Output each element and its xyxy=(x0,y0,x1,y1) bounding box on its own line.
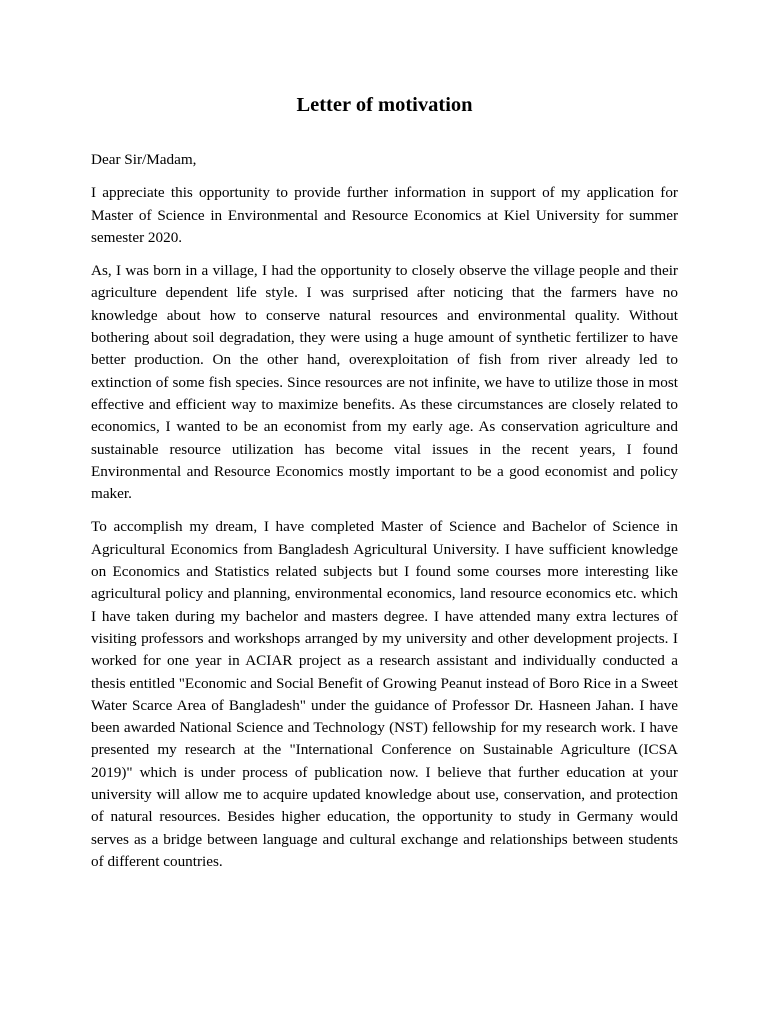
letter-title: Letter of motivation xyxy=(296,94,473,116)
letter-salutation: Dear Sir/Madam, xyxy=(91,151,197,168)
paragraph-education: To accomplish my dream, I have completed Master of Science and Bachelor of Science in Agricultural Economics from Bangladesh Agricultural University. I have sufficient knowledge on Economics and Statistics related subjects but I found some courses more interesting like agricultural policy and planning, environmental economics, land resource economics etc. which I have taken during my bachelor and masters degree. I have attended many extra lectures of visiting professors and workshops arranged by my university and other development projects. I worked for one year in ACIAR project as a research assistant and individually conducted a thesis entitled "Economic and Social Benefit of Growing Peanut instead of Boro Rice in a Sweet Water Scarce Area of Bangladesh" under the guidance of Professor Dr. Hasneen Jahan. I have been awarded National Science and Technology (NST) fellowship for my research work. I have presented my research at the "International Conference on Sustainable Agriculture (ICSA 2019)" which is under process of publication now. I believe that further education at your university will allow me to acquire updated knowledge about use, conservation, and protection of natural resources. Besides higher education, the opportunity to study in Germany would serves as a bridge between language and cultural exchange and relationships between students of different countries. xyxy=(91,518,678,870)
paragraph-background: As, I was born in a village, I had the opportunity to closely observe the village people and their agriculture dependent life style. I was surprised after noticing that the farmers have no knowledge about how to conserve natural resources and environmental quality. Without bothering about soil degradation, they were using a huge amount of synthetic fertilizer to have better production. On the other hand, overexploitation of fish from river already led to extinction of some fish species. Since resources are not infinite, we have to utilize those in most effective and efficient way to maximize benefits. As these circumstances are closely related to economics, I wanted to be an economist from my early age. As conservation agriculture and sustainable resource utilization has become vital issues in the recent years, I found Environmental and Resource Economics mostly important to be a good economist and policy maker. xyxy=(91,262,678,503)
document-page xyxy=(91,91,678,884)
paragraph-application: I appreciate this opportunity to provide further information in support of my application for Master of Science in Environmental and Resource Economics at Kiel University for summer semester 2020. xyxy=(91,184,678,246)
